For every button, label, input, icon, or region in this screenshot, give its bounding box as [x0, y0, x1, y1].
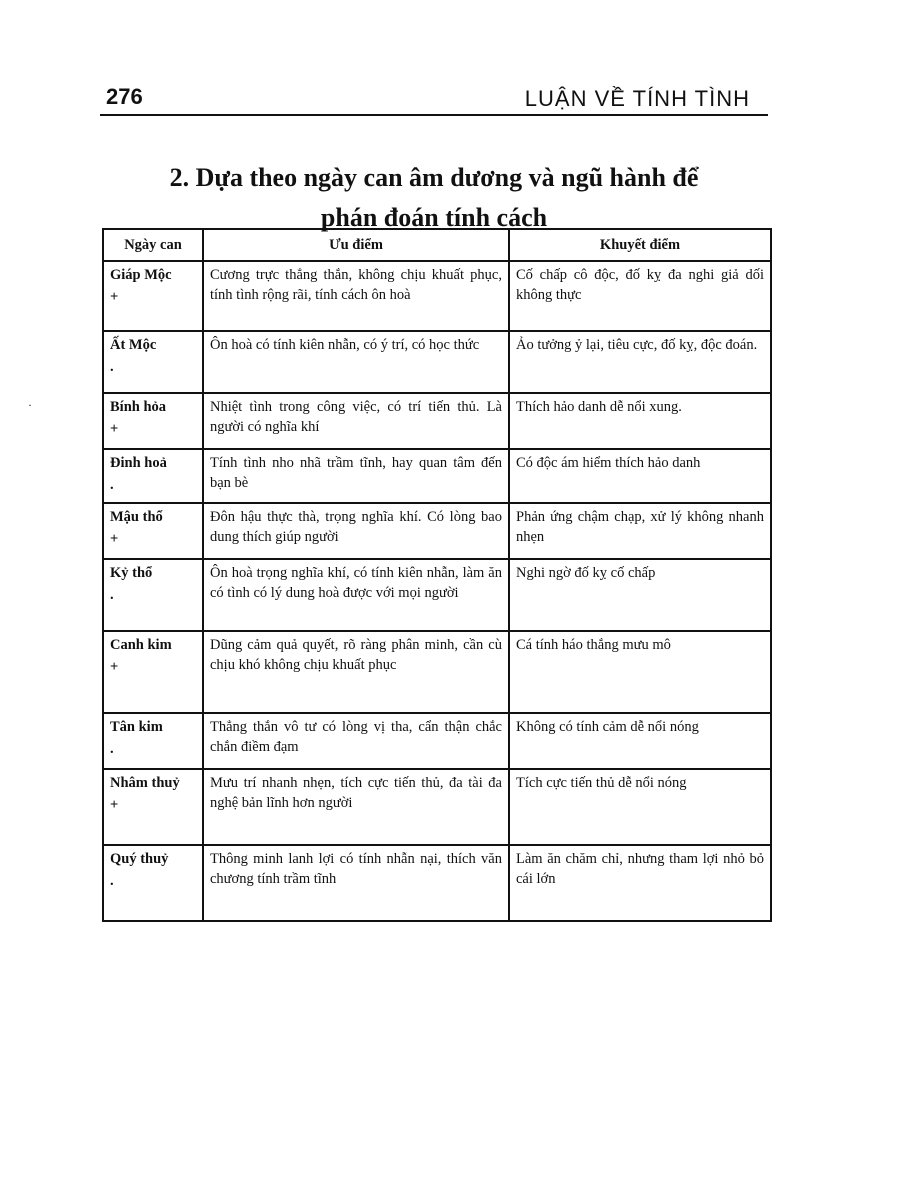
- pros-cell: Ôn hoà có tính kiên nhẫn, có ý trí, có học thức: [203, 331, 509, 393]
- section-title-line-1: 2. Dựa theo ngày can âm dương và ngũ hành để: [169, 163, 699, 192]
- table-row: [103, 449, 771, 503]
- polarity-mark: .: [110, 359, 114, 375]
- table-row: [103, 503, 771, 559]
- pros-cell: Ôn hoà trọng nghĩa khí, có tính kiên nhẫn, làm ăn có tình có lý dung hoà được với mọi người: [203, 559, 509, 631]
- cons-cell: Nghi ngờ đố kỵ cố chấp: [509, 559, 771, 631]
- day-cell: [103, 261, 203, 331]
- day-cell: [103, 503, 203, 559]
- day-cell: [103, 631, 203, 713]
- cons-cell: Cố chấp cô độc, đố kỵ đa nghi giả dối không thực: [509, 261, 771, 331]
- day-name: Kỷ thổ: [110, 565, 153, 581]
- pros-cell: Cương trực thẳng thắn, không chịu khuất phục, tính tình rộng rãi, tính cách ôn hoà: [203, 261, 509, 331]
- header-pros: Ưu điểm: [203, 229, 509, 261]
- page-number: 276: [106, 84, 143, 109]
- table-row: [103, 845, 771, 921]
- day-cell: [103, 393, 203, 449]
- day-name: Nhâm thuỷ: [110, 775, 180, 791]
- section-title: [100, 158, 768, 238]
- pros-cell: Mưu trí nhanh nhẹn, tích cực tiến thủ, đa tài đa nghệ bản lĩnh hơn người: [203, 769, 509, 845]
- cons-cell: Không có tính cảm dễ nổi nóng: [509, 713, 771, 769]
- table-row: [103, 713, 771, 769]
- table-header-row: [103, 229, 771, 261]
- day-name: Giáp Mộc: [110, 267, 172, 283]
- section-title-line-2: phán đoán tính cách: [320, 203, 548, 232]
- day-name: Bính hỏa: [110, 399, 167, 415]
- day-name: Canh kim: [110, 637, 172, 653]
- cons-cell: Tích cực tiến thủ dễ nổi nóng: [509, 769, 771, 845]
- pros-cell: Thông minh lanh lợi có tính nhẫn nại, thích văn chương tính trầm tĩnh: [203, 845, 509, 921]
- polarity-mark: +: [110, 421, 119, 437]
- polarity-mark: .: [110, 477, 114, 493]
- day-name: Đinh hoả: [110, 455, 167, 471]
- margin-dot: ·: [28, 398, 32, 412]
- table-row: [103, 331, 771, 393]
- polarity-mark: +: [110, 289, 119, 305]
- cons-cell: Phản ứng chậm chạp, xử lý không nhanh nhẹn: [509, 503, 771, 559]
- cons-cell: Ảo tưởng ỷ lại, tiêu cực, đố kỵ, độc đoán.: [509, 331, 771, 393]
- table-row: [103, 559, 771, 631]
- day-cell: [103, 331, 203, 393]
- polarity-mark: .: [110, 873, 114, 889]
- polarity-mark: .: [110, 587, 114, 603]
- polarity-mark: +: [110, 797, 119, 813]
- polarity-mark: .: [110, 741, 114, 757]
- traits-table: [102, 228, 772, 922]
- day-cell: [103, 845, 203, 921]
- cons-cell: Có độc ám hiểm thích hảo danh: [509, 449, 771, 503]
- day-cell: [103, 713, 203, 769]
- table-row: [103, 769, 771, 845]
- day-cell: [103, 769, 203, 845]
- day-cell: [103, 559, 203, 631]
- polarity-mark: +: [110, 531, 119, 547]
- cons-cell: Cá tính háo thắng mưu mô: [509, 631, 771, 713]
- header-cons: Khuyết điểm: [509, 229, 771, 261]
- table-row: [103, 261, 771, 331]
- cons-cell: Làm ăn chăm chỉ, nhưng tham lợi nhỏ bỏ cái lớn: [509, 845, 771, 921]
- pros-cell: Tính tình nho nhã trầm tĩnh, hay quan tâm đến bạn bè: [203, 449, 509, 503]
- page-header: [100, 80, 768, 116]
- day-name: Mậu thổ: [110, 509, 163, 525]
- pros-cell: Dũng cảm quả quyết, rõ ràng phân minh, cần cù chịu khó không chịu khuất phục: [203, 631, 509, 713]
- day-cell: [103, 449, 203, 503]
- table-row: [103, 631, 771, 713]
- day-name: Ất Mộc: [110, 337, 157, 353]
- header-day: Ngày can: [103, 229, 203, 261]
- pros-cell: Đôn hậu thực thà, trọng nghĩa khí. Có lòng bao dung thích giúp người: [203, 503, 509, 559]
- table-row: [103, 393, 771, 449]
- day-name: Quý thuỷ: [110, 851, 169, 867]
- day-name: Tân kim: [110, 719, 163, 735]
- pros-cell: Nhiệt tình trong công việc, có trí tiến thủ. Là người có nghĩa khí: [203, 393, 509, 449]
- pros-cell: Thẳng thắn vô tư có lòng vị tha, cẩn thận chắc chắn điềm đạm: [203, 713, 509, 769]
- cons-cell: Thích hảo danh dễ nổi xung.: [509, 393, 771, 449]
- running-title: LUẬN VỀ TÍNH TÌNH: [524, 86, 750, 111]
- polarity-mark: +: [110, 659, 119, 675]
